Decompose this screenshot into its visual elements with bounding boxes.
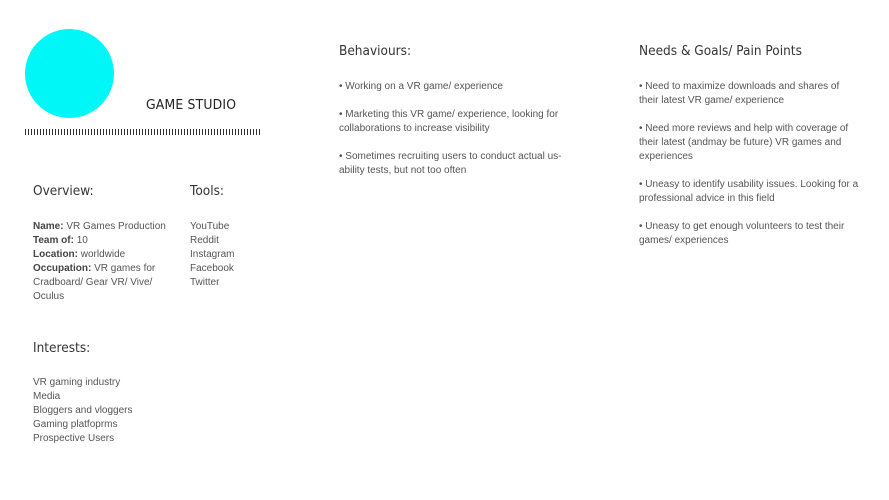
interests-heading: Interests: xyxy=(33,340,91,356)
behaviour-item: • Marketing this VR game/ experience, looking for collaborations to increase visibility xyxy=(339,108,564,136)
overview-heading: Overview: xyxy=(33,183,94,199)
needs-heading: Needs & Goals/ Pain Points xyxy=(639,43,802,59)
tool-item: Instagram xyxy=(190,249,235,260)
tool-item: Facebook xyxy=(190,263,234,274)
tool-item: YouTube xyxy=(190,221,230,232)
interest-item: Prospective Users xyxy=(33,433,115,444)
avatar xyxy=(25,29,114,118)
tools-list xyxy=(190,220,234,290)
interest-item: Gaming platfoprms xyxy=(33,419,118,430)
tool-item: Twitter xyxy=(190,277,220,288)
need-item: • Need to maximize downloads and shares of their latest VR game/ experience xyxy=(639,80,861,108)
overview-row-location: Location: worldwide xyxy=(33,249,126,260)
interest-item: Bloggers and vloggers xyxy=(33,405,133,416)
need-item: • Uneasy to get enough volunteers to test their games/ experiences xyxy=(639,220,861,248)
overview-block xyxy=(33,220,173,304)
overview-row-occupation: Occupation: VR games for Cradboard/ Gear VR/ Vive/ Oculus xyxy=(33,263,156,302)
behaviour-item: • Sometimes recruiting users to conduct actual us-ability tests, but not too often xyxy=(339,150,564,178)
divider-ruler xyxy=(25,129,262,135)
studio-title: GAME STUDIO xyxy=(146,97,237,113)
overview-row-name: Name: VR Games Production xyxy=(33,221,166,232)
need-item: • Need more reviews and help with coverage of their latest (andmay be future) VR games and experiences xyxy=(639,122,861,164)
behaviours-heading: Behaviours: xyxy=(339,43,412,59)
overview-row-team: Team of: 10 xyxy=(33,235,88,246)
behaviour-item: • Working on a VR game/ experience xyxy=(339,80,564,94)
needs-list xyxy=(639,80,861,262)
tool-item: Reddit xyxy=(190,235,219,246)
interest-item: VR gaming industry xyxy=(33,377,121,388)
interest-item: Media xyxy=(33,391,61,402)
interests-list xyxy=(33,376,133,446)
behaviours-list xyxy=(339,80,564,192)
tools-heading: Tools: xyxy=(190,183,225,199)
need-item: • Uneasy to identify usability issues. Looking for a professional advice in this field xyxy=(639,178,861,206)
